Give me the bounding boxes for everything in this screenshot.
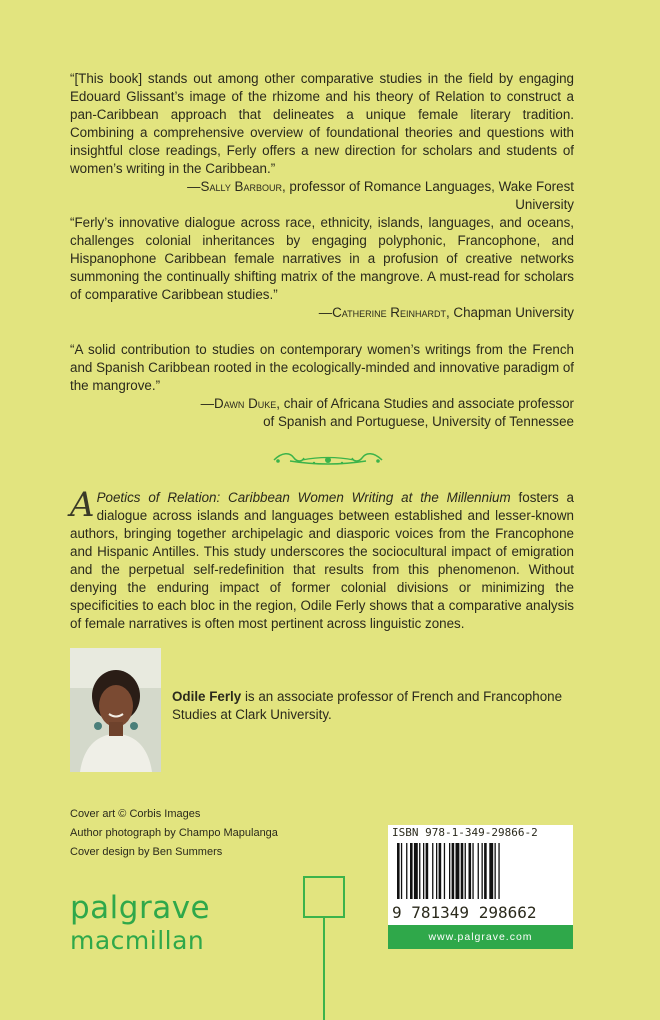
author-bio — [172, 688, 572, 724]
publisher-url: www.palgrave.com — [388, 925, 573, 949]
barcode-bar — [432, 843, 433, 899]
barcode-bar — [419, 843, 420, 899]
isbn-label: ISBN 978-1-349-29866-2 — [392, 826, 538, 839]
credit-design: Cover design by Ben Summers — [70, 846, 223, 858]
review-quote-1: “[This book] stands out among other comparative studies in the field by engaging Edouard Glissant’s image of the rhizome and his theory of Relation to construct a pan-Caribbean approach that delineates a unique female literary tradition. Combining a comprehensive overview of foundational theories and questions with insightful close readings, Ferly offers a new direction for scholars and students of women’s writing in the Caribbean.” — [70, 71, 574, 176]
description-text: fosters a dialogue across islands and languages between established and lesser-known authors, bringing together archipelagic and diasporic voices from the Francophone and Hispanic Antilles. This study underscores the sociocultural impact of emigration and the perpetual self-redefinition that results from this phenomenon. Without denying the enduring impact of former colonial divisions or minimizing the specificities to each bloc in the region, Odile Ferly shows that a comparative analysis of female narratives is often most pertinent across linguistic zones. — [70, 490, 575, 631]
credits — [70, 805, 278, 862]
publisher-logo-line — [323, 918, 325, 1020]
barcode-bar — [397, 843, 400, 899]
credit-cover-art: Cover art © Corbis Images — [70, 808, 201, 820]
barcode-bar — [469, 843, 472, 899]
review-attribution-1: —Sally Barbour, professor of Romance Languages, Wake Forest University — [187, 179, 574, 212]
review-author-2: Catherine Reinhardt — [332, 305, 446, 320]
publisher-name-macmillan: macmillan — [70, 926, 205, 955]
credit-photo: Author photograph by Champo Mapulanga — [70, 827, 278, 839]
barcode-bar — [414, 843, 418, 899]
barcode-bar — [406, 843, 407, 899]
publisher-name-palgrave: palgrave — [70, 890, 211, 926]
review-author-1: Sally Barbour — [200, 179, 282, 194]
review-affiliation-2: , Chapman University — [445, 305, 574, 320]
barcode-bar — [444, 843, 445, 899]
review-attribution-2: —Catherine Reinhardt, Chapman University — [318, 305, 574, 320]
barcode-bar — [426, 843, 429, 899]
review-quote-3: “A solid contribution to studies on contemporary women’s writings from the French and Spanish Caribbean rooted in the ecologically-minded and innovative paradigm of the mangrove.” — [70, 342, 574, 393]
author-name: Odile Ferly — [172, 689, 242, 704]
book-description — [70, 485, 575, 633]
review-affiliation-3-line2: of Spanish and Portuguese, University of Tennessee — [263, 414, 574, 429]
barcode-number: 9 781349 298662 — [392, 903, 537, 922]
review-affiliation-1: , professor of Romance Languages, Wake Forest University — [281, 179, 574, 212]
review-affiliation-3: , chair of Africana Studies and associate professor — [276, 396, 574, 411]
barcode-bar — [482, 843, 483, 899]
barcode-bar — [478, 843, 479, 899]
barcode-bar — [484, 843, 487, 899]
author-photo — [70, 648, 161, 772]
barcode-bar — [495, 843, 496, 899]
ornament-divider-icon — [272, 452, 384, 468]
barcode-bar — [456, 843, 460, 899]
barcode-bar — [489, 843, 493, 899]
review-author-3: Dawn Duke — [214, 396, 277, 411]
barcode-bar — [401, 843, 402, 899]
barcode-bar — [423, 843, 424, 899]
barcode-bar — [498, 843, 499, 899]
barcode-icon — [395, 843, 567, 899]
book-title: Poetics of Relation: Caribbean Women Writing at the Millennium — [96, 490, 511, 505]
author-bio-text: is an associate professor of French and Francophone Studies at Clark University. — [172, 689, 563, 722]
barcode-bar — [452, 843, 455, 899]
barcode-bar — [410, 843, 413, 899]
barcode-bar — [436, 843, 437, 899]
barcode-bar — [439, 843, 442, 899]
publisher-logo-square-icon — [303, 876, 345, 918]
dropcap: A — [70, 485, 95, 525]
review-attribution-3: —Dawn Duke, chair of Africana Studies and associate professor of Spanish and Portuguese, University of Tennessee — [200, 396, 574, 429]
barcode-bar — [465, 843, 466, 899]
barcode-bar — [472, 843, 473, 899]
barcode-bar — [461, 843, 464, 899]
review-quote-2: “Ferly’s innovative dialogue across race, ethnicity, islands, languages, and oceans, challenges colonial inheritances by engaging polyphonic, Francophone, and Hispanophone Caribbean female narratives in a profusion of creative networks summoning the continually shifting matrix of the mangrove. A must-read for scholars of comparative Caribbean studies.” — [70, 215, 574, 302]
barcode-bar — [449, 843, 450, 899]
